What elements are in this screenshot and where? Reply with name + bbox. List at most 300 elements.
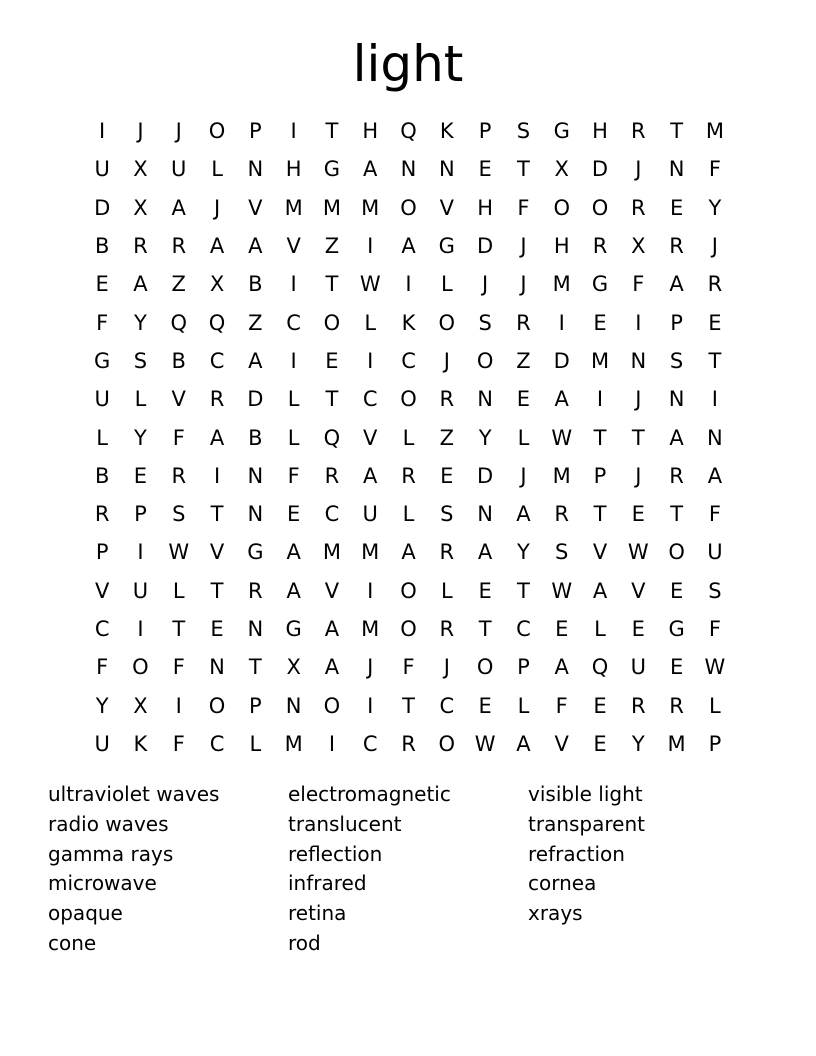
grid-letter: M [705,119,724,144]
grid-letter: F [96,655,109,680]
grid-letter: G [94,348,111,373]
grid-letter: C [94,617,110,641]
grid-letter: K [133,731,148,756]
grid-letter: A [401,234,416,259]
grid-letter: Y [708,195,722,220]
grid-letter: N [477,387,493,412]
grid-letter: V [631,578,646,603]
grid-letter: A [324,617,340,641]
word-list-item: translucent [288,811,402,836]
grid-letter: I [367,348,374,373]
grid-letter: A [707,463,723,488]
grid-letter: X [286,655,301,680]
grid-letter: I [367,693,374,718]
grid-letter: P [708,731,722,756]
grid-letter: M [284,731,303,756]
grid-letter: J [711,234,718,259]
grid-letter: E [286,502,301,527]
grid-letter: F [172,655,185,680]
grid-letter: O [400,617,417,641]
grid-letter: J [137,119,144,144]
grid-letter: X [631,234,646,259]
grid-letter: C [439,693,455,718]
grid-letter: W [551,578,573,603]
grid-letter: X [209,272,225,297]
grid-letter: O [438,310,456,335]
grid-letter: R [516,310,531,335]
grid-letter: W [551,425,573,450]
grid-letter: C [209,348,225,373]
grid-letter: U [362,502,378,527]
grid-letter: O [400,387,417,412]
grid-letter: O [323,693,341,718]
grid-letter: B [248,425,263,450]
grid-letter: F [402,655,415,680]
grid-letter: I [596,387,604,412]
grid-letter: G [553,119,570,144]
grid-letter: T [478,617,492,641]
grid-letter: Z [171,272,186,297]
grid-letter: T [248,655,262,680]
grid-letter: R [669,234,684,259]
grid-letter: S [478,310,492,335]
grid-letter: R [209,387,225,412]
grid-letter: J [482,272,489,297]
grid-letter: Q [400,119,417,144]
grid-letter: R [554,502,569,527]
grid-letter: I [137,617,144,641]
grid-letter: J [443,348,450,373]
grid-letter: I [213,463,221,488]
grid-letter: R [439,617,455,641]
grid-letter: C [362,731,378,756]
grid-letter: W [474,731,496,756]
grid-letter: V [286,234,301,259]
grid-letter: I [405,272,412,297]
grid-letter: M [322,195,341,220]
grid-letter: V [592,540,608,565]
grid-letter: C [516,617,531,641]
grid-letter: N [477,502,493,527]
grid-letter: C [209,731,225,756]
grid-letter: E [555,617,569,641]
grid-letter: V [94,578,110,603]
grid-letter: U [94,387,110,412]
grid-letter: T [325,119,339,144]
grid-letter: A [363,157,378,182]
word-list-item: opaque [48,901,123,926]
grid-letter: V [248,195,263,220]
grid-letter: R [171,463,187,488]
grid-letter: T [172,617,186,641]
grid-letter: O [400,578,417,603]
word-list-item: cornea [528,871,597,896]
grid-letter: A [363,463,378,488]
grid-letter: S [133,348,148,373]
grid-letter: F [172,425,185,450]
grid-letter: Y [95,693,109,718]
grid-letter: A [592,578,608,603]
grid-letter: L [134,387,147,412]
grid-letter: R [669,463,684,488]
grid-letter: E [669,655,684,680]
grid-letter: F [708,502,721,527]
grid-letter: D [553,348,570,373]
grid-letter: Q [323,425,341,450]
grid-letter: H [592,119,608,144]
page-title: light [352,35,464,93]
grid-letter: E [708,310,722,335]
word-list-item: microwave [48,871,157,896]
grid-letter: H [477,195,494,220]
grid-letter: V [209,540,225,565]
grid-letter: A [209,425,225,450]
grid-letter: J [635,157,642,182]
grid-letter: N [400,157,417,182]
grid-letter: D [247,387,264,412]
word-list-item: reflection [288,841,383,866]
grid-letter: P [478,119,492,144]
word-list-item [528,929,768,959]
grid-letter: M [552,272,571,297]
grid-letter: A [171,195,186,220]
grid-letter: F [708,157,721,182]
grid-letter: V [363,425,378,450]
grid-letter: E [669,195,684,220]
grid-letter: L [440,578,453,603]
grid-letter: R [401,463,416,488]
grid-letter: P [517,655,530,680]
grid-letter: N [209,655,225,680]
word-list-item: retina [288,901,347,926]
grid-letter: A [209,234,225,259]
grid-letter: N [247,463,264,488]
grid-letter: R [631,119,646,144]
grid-letter: P [134,502,147,527]
grid-letter: E [325,348,339,373]
grid-letter: G [247,540,264,565]
grid-letter: P [249,693,262,718]
grid-letter: K [401,310,416,335]
grid-letter: V [324,578,340,603]
grid-letter: T [325,272,339,297]
grid-letter: N [630,348,647,373]
grid-letter: I [137,540,144,565]
grid-letter: U [94,731,110,756]
grid-letter: D [94,195,111,220]
grid-letter: H [362,119,379,144]
grid-letter: P [593,463,607,488]
grid-letter: X [133,157,148,182]
word-list-item: infrared [288,871,367,896]
grid-letter: A [669,272,684,297]
grid-letter: V [171,387,186,412]
grid-letter: N [247,617,264,641]
grid-letter: S [172,502,186,527]
grid-letter: T [517,157,530,182]
grid-letter: M [361,540,380,565]
grid-letter: E [669,578,684,603]
grid-letter: Q [170,310,187,335]
grid-letter: R [631,195,646,220]
grid-letter: A [516,731,531,756]
grid-letter: W [168,540,190,565]
grid-letter: L [287,387,300,412]
grid-letter: C [286,310,301,335]
grid-letter: Z [439,425,455,450]
grid-letter: I [367,578,374,603]
grid-letter: Q [208,310,226,335]
grid-letter: N [668,157,685,182]
grid-letter: J [367,655,374,680]
word-list-item: electromagnetic [288,782,451,806]
grid-letter: T [325,387,339,412]
grid-letter: B [94,234,110,259]
grid-letter: L [211,157,223,182]
word-list-item: visible light [528,782,643,806]
grid-letter: O [438,731,456,756]
grid-letter: A [248,234,263,259]
grid-letter: L [517,693,530,718]
grid-letter: L [402,502,415,527]
grid-letter: E [631,617,645,641]
grid-letter: J [520,463,527,488]
grid-letter: E [95,272,109,297]
grid-letter: I [328,731,336,756]
grid-letter: E [440,463,454,488]
grid-letter: N [668,387,685,412]
grid-letter: R [669,693,684,718]
grid-letter: T [593,502,607,527]
grid-letter: Y [631,731,645,756]
grid-letter: L [709,693,721,718]
grid-letter: P [249,119,262,144]
grid-letter: R [439,387,455,412]
grid-letter: T [593,425,607,450]
word-search-grid [83,112,731,763]
grid-letter: U [94,157,110,182]
grid-letter: N [285,693,302,718]
grid-letter: F [708,617,721,641]
grid-letter: E [593,731,607,756]
grid-letter: W [359,272,381,297]
grid-letter: O [132,655,149,680]
grid-letter: G [285,617,302,641]
grid-letter: D [477,234,494,259]
grid-letter: R [707,272,723,297]
grid-letter: J [520,234,527,259]
grid-letter: I [558,310,565,335]
grid-letter: M [361,617,380,641]
grid-letter: I [290,272,297,297]
grid-letter: A [477,540,493,565]
grid-letter: O [208,119,226,144]
grid-letter: T [631,425,645,450]
grid-letter: R [592,234,608,259]
grid-letter: N [247,502,264,527]
grid-letter: E [478,578,492,603]
grid-letter: Y [134,425,147,450]
grid-letter: S [708,578,722,603]
grid-letter: B [171,348,186,373]
grid-letter: E [133,463,148,488]
grid-letter: J [175,119,182,144]
grid-letter: M [552,463,571,488]
word-list-item: ultraviolet waves [48,782,220,806]
grid-letter: O [553,195,570,220]
grid-letter: I [290,348,297,373]
grid-letter: Q [591,655,609,680]
grid-letter: I [290,119,297,144]
word-list-item: radio waves [48,811,169,836]
grid-letter: R [133,234,148,259]
word-list-item: transparent [528,811,645,836]
grid-letter: A [554,655,569,680]
grid-letter: T [670,502,684,527]
grid-letter: I [635,310,642,335]
grid-letter: O [591,195,609,220]
grid-letter: O [668,540,685,565]
grid-letter: J [635,463,642,488]
grid-letter: F [96,310,109,335]
grid-letter: H [285,157,302,182]
grid-letter: X [554,157,569,182]
grid-letter: X [133,195,148,220]
grid-letter: R [401,731,416,756]
grid-letter: L [172,578,185,603]
grid-letter: Y [478,425,492,450]
grid-letter: O [400,195,417,220]
grid-letter: N [247,157,264,182]
grid-letter: T [210,502,224,527]
grid-letter: A [324,655,340,680]
grid-letter: T [517,578,530,603]
grid-letter: R [171,234,187,259]
grid-letter: L [249,731,262,756]
grid-letter: C [401,348,416,373]
grid-letter: L [594,617,606,641]
grid-letter: D [477,463,494,488]
grid-letter: F [555,693,568,718]
grid-letter: I [367,234,374,259]
grid-letter: E [478,693,492,718]
grid-letter: K [439,119,454,144]
grid-letter: A [133,272,148,297]
grid-letter: S [555,540,569,565]
grid-letter: M [361,195,380,220]
grid-letter: Z [516,348,531,373]
grid-letter: R [324,463,340,488]
grid-letter: J [520,272,527,297]
grid-letter: W [704,655,726,680]
grid-letter: A [248,348,263,373]
grid-letter: F [632,272,645,297]
word-list-item: refraction [528,841,625,866]
grid-letter: I [175,693,182,718]
grid-letter: O [208,693,226,718]
grid-letter: M [322,540,341,565]
grid-letter: C [324,502,340,527]
grid-letter: L [96,425,108,450]
grid-letter: S [516,119,531,144]
grid-letter: A [516,502,531,527]
grid-letter: U [171,157,187,182]
grid-letter: Y [517,540,530,565]
grid-letter: L [287,425,300,450]
grid-letter: E [593,693,607,718]
grid-letter: M [590,348,610,373]
grid-letter: N [438,157,455,182]
grid-letter: J [213,195,221,220]
grid-letter: G [668,617,685,641]
grid-letter: F [517,195,530,220]
grid-letter: W [627,540,649,565]
grid-letter: A [286,578,301,603]
grid-letter: B [248,272,263,297]
word-list-item: cone [48,930,97,955]
grid-letter: J [443,655,450,680]
grid-letter: D [591,157,609,182]
grid-letter: E [593,310,607,335]
grid-letter: G [591,272,609,297]
grid-letter: C [362,387,378,412]
grid-letter: O [476,655,494,680]
grid-letter: H [553,234,570,259]
word-list-item: gamma rays [48,841,174,866]
grid-letter: R [94,502,110,527]
grid-letter: R [248,578,263,603]
grid-letter: Z [324,234,340,259]
grid-letter: S [440,502,454,527]
grid-letter: A [286,540,301,565]
grid-letter: M [284,195,303,220]
grid-letter: Y [134,310,147,335]
grid-letter: L [440,272,453,297]
grid-letter: P [670,310,683,335]
word-list [48,780,768,959]
grid-letter: A [669,425,684,450]
grid-letter: O [476,348,494,373]
grid-letter: V [439,195,454,220]
grid-letter: X [133,693,148,718]
grid-letter: A [401,540,416,565]
grid-letter: B [94,463,110,488]
grid-letter: E [478,157,492,182]
grid-letter: F [172,731,185,756]
grid-letter: L [517,425,530,450]
word-list-item: xrays [528,901,583,926]
grid-letter: U [630,655,646,680]
grid-letter: G [323,157,341,182]
grid-letter: R [631,693,646,718]
grid-letter: A [554,387,569,412]
grid-letter: U [707,540,723,565]
grid-letter: L [364,310,377,335]
word-list-item: rod [288,930,321,955]
grid-letter: L [402,425,415,450]
grid-letter: T [708,348,722,373]
grid-letter: S [669,348,684,373]
grid-letter: F [287,463,300,488]
grid-letter: V [554,731,569,756]
grid-letter: O [323,310,341,335]
grid-letter: J [635,387,642,412]
grid-letter: M [667,731,686,756]
grid-letter: E [516,387,531,412]
grid-letter: Z [248,310,263,335]
grid-letter: N [707,425,723,450]
grid-letter: E [631,502,645,527]
